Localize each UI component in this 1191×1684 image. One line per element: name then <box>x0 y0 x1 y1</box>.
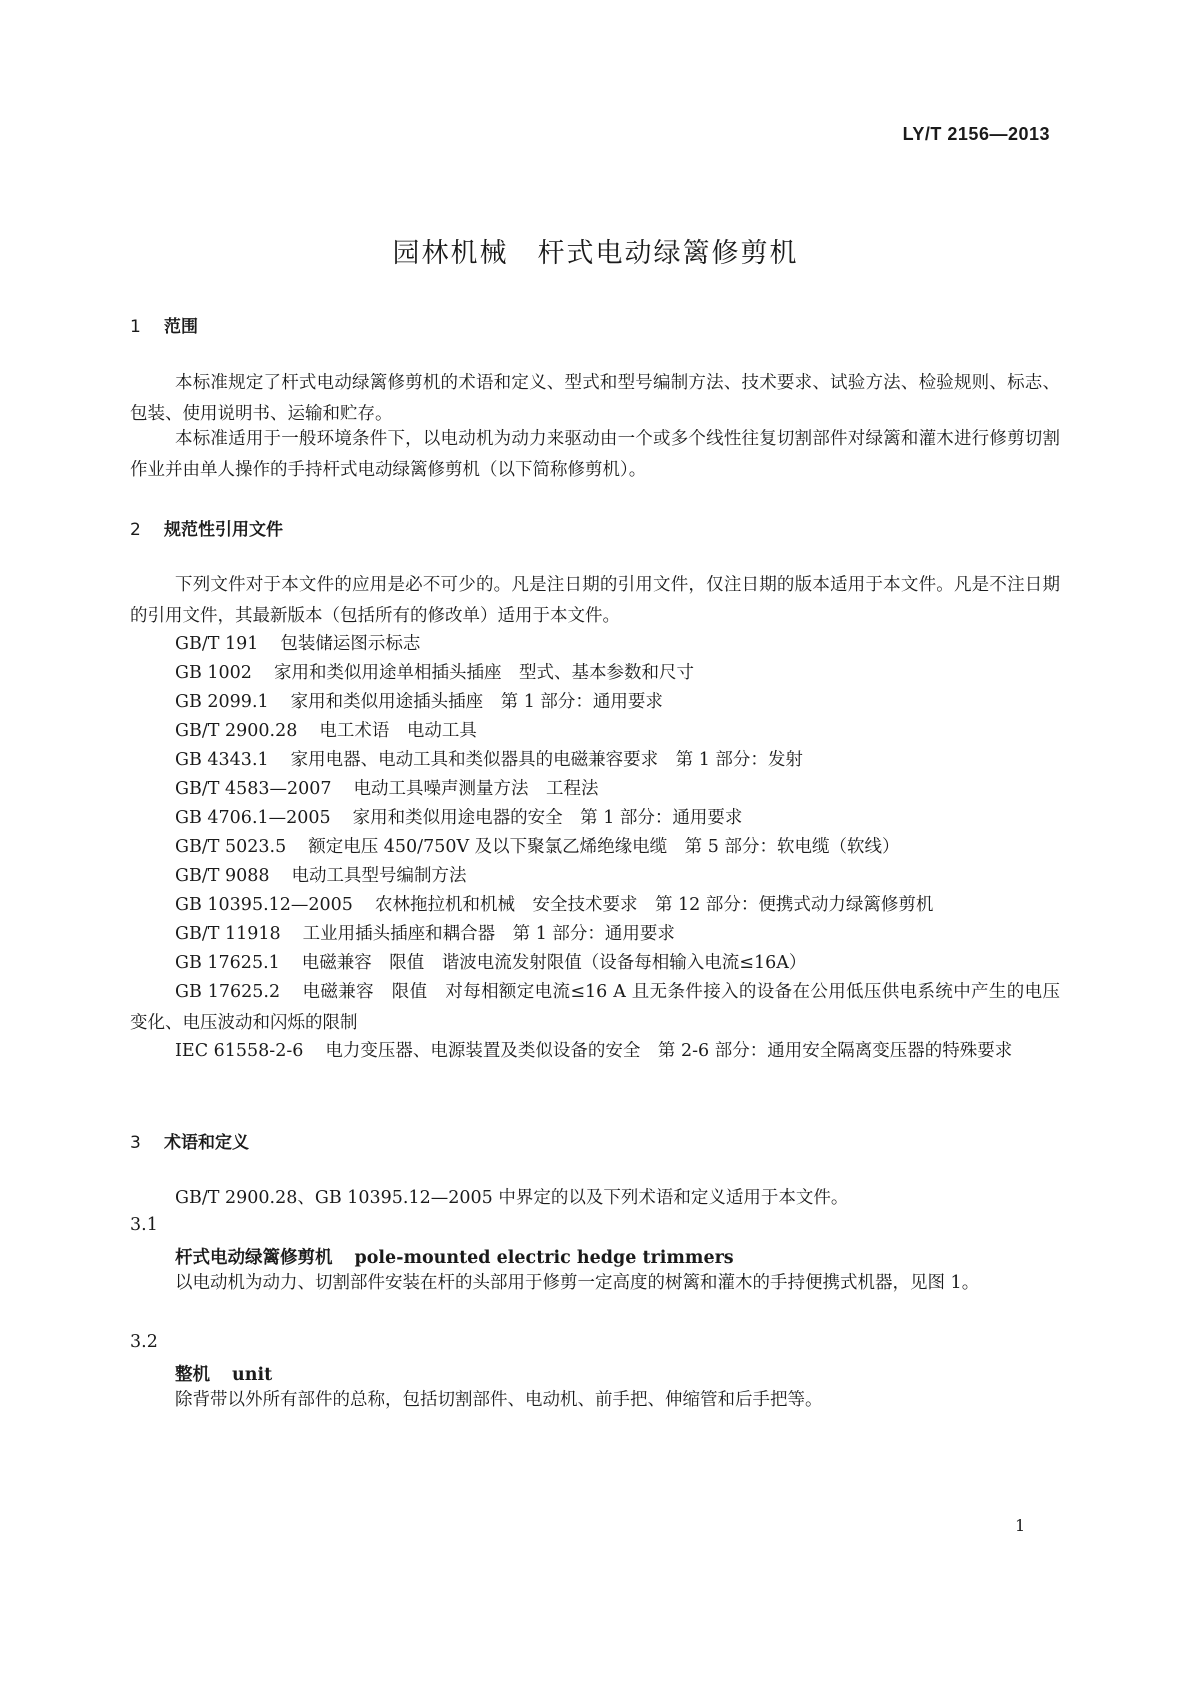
reference-code: GB 1002 <box>175 663 252 683</box>
reference-item <box>175 919 1060 950</box>
document-title: 园林机械 杆式电动绿篱修剪机 <box>392 238 799 269</box>
section-number: 1 <box>130 317 141 337</box>
reference-title: 额定电压 450/750V 及以下聚氯乙烯绝缘电缆 第 5 部分：软电缆（软线） <box>308 837 900 857</box>
term-heading <box>175 1244 734 1269</box>
reference-code: GB 2099.1 <box>175 692 269 712</box>
reference-title: 电动工具噪声测量方法 工程法 <box>353 779 599 799</box>
reference-item <box>175 745 1060 776</box>
reference-title: 电动工具型号编制方法 <box>291 866 467 886</box>
section-title: 术语和定义 <box>164 1133 249 1153</box>
reference-item <box>175 629 1060 660</box>
section-1-heading <box>130 312 198 337</box>
reference-title: 包装储运图示标志 <box>280 634 421 654</box>
term-definition: 除背带以外所有部件的总称，包括切割部件、电动机、前手把、伸缩管和后手把等。 <box>175 1390 823 1410</box>
reference-code: GB 17625.1 <box>175 953 280 973</box>
term-number: 3.2 <box>130 1332 158 1352</box>
reference-item <box>175 948 1060 979</box>
term-definition: 以电动机为动力、切割部件安装在杆的头部用于修剪一定高度的树篱和灌木的手持便携式机器，见图 1。 <box>175 1273 980 1293</box>
reference-item <box>175 890 1060 921</box>
term-heading <box>175 1361 272 1386</box>
reference-code: GB 17625.2 <box>175 982 281 1002</box>
reference-code: GB 10395.12—2005 <box>175 895 353 915</box>
reference-item <box>130 977 1060 1039</box>
paragraph: 本标准适用于一般环境条件下，以电动机为动力来驱动由一个或多个线性往复切割部件对绿篱和灌木进行修剪切割作业并由单人操作的手持杆式电动绿篱修剪机（以下简称修剪机）。 <box>130 429 1060 480</box>
reference-title: 电磁兼容 限值 对每相额定电流≤16 A 且无条件接入的设备在公用低压供电系统中产生的电压变化、电压波动和闪烁的限制 <box>130 982 1060 1033</box>
paragraph: GB/T 2900.28、GB 10395.12—2005 中界定的以及下列术语和定义适用于本文件。 <box>175 1188 849 1208</box>
reference-title: 电工术语 电动工具 <box>319 721 477 741</box>
reference-title: 家用电器、电动工具和类似器具的电磁兼容要求 第 1 部分：发射 <box>290 750 803 770</box>
section-number: 2 <box>130 520 141 540</box>
reference-title: 工业用插头插座和耦合器 第 1 部分：通用要求 <box>302 924 675 944</box>
reference-title: 家用和类似用途电器的安全 第 1 部分：通用要求 <box>352 808 743 828</box>
reference-code: GB/T 4583—2007 <box>175 779 332 799</box>
reference-title: 电力变压器、电源装置及类似设备的安全 第 2-6 部分：通用安全隔离变压器的特殊要求 <box>325 1041 1013 1061</box>
section-3-heading <box>130 1128 249 1153</box>
reference-item <box>175 658 1060 689</box>
page-number: 1 <box>1015 1516 1026 1535</box>
reference-item <box>175 803 1060 834</box>
reference-item <box>175 687 1060 718</box>
reference-code: GB 4706.1—2005 <box>175 808 331 828</box>
reference-item <box>175 774 1060 805</box>
reference-code: IEC 61558-2-6 <box>175 1041 304 1061</box>
standard-code: LY/T 2156—2013 <box>902 124 1050 144</box>
reference-item <box>130 1036 1060 1067</box>
term-english: unit <box>232 1365 273 1385</box>
paragraph: 本标准规定了杆式电动绿篱修剪机的术语和定义、型式和型号编制方法、技术要求、试验方法、检验规则、标志、包装、使用说明书、运输和贮存。 <box>130 373 1060 424</box>
term-chinese: 整机 <box>175 1365 210 1385</box>
reference-title: 家用和类似用途单相插头插座 型式、基本参数和尺寸 <box>273 663 694 683</box>
term-english: pole-mounted electric hedge trimmers <box>354 1248 734 1268</box>
reference-title: 电磁兼容 限值 谐波电流发射限值（设备每相输入电流≤16A） <box>301 953 807 973</box>
reference-title: 家用和类似用途插头插座 第 1 部分：通用要求 <box>290 692 663 712</box>
term-number: 3.1 <box>130 1215 158 1235</box>
reference-code: GB/T 5023.5 <box>175 837 287 857</box>
reference-code: GB/T 11918 <box>175 924 281 944</box>
reference-code: GB/T 191 <box>175 634 259 654</box>
section-title: 规范性引用文件 <box>164 520 283 540</box>
section-title: 范围 <box>164 317 198 337</box>
paragraph: 下列文件对于本文件的应用是必不可少的。凡是注日期的引用文件，仅注日期的版本适用于本文件。凡是不注日期的引用文件，其最新版本（包括所有的修改单）适用于本文件。 <box>130 575 1060 626</box>
reference-item <box>175 832 1060 863</box>
reference-title: 农林拖拉机和机械 安全技术要求 第 12 部分：便携式动力绿篱修剪机 <box>374 895 934 915</box>
section-number: 3 <box>130 1133 141 1153</box>
reference-item <box>175 716 1060 747</box>
term-chinese: 杆式电动绿篱修剪机 <box>175 1248 333 1268</box>
reference-code: GB/T 2900.28 <box>175 721 298 741</box>
section-2-heading <box>130 515 283 540</box>
reference-code: GB/T 9088 <box>175 866 270 886</box>
reference-item <box>175 861 1060 892</box>
reference-code: GB 4343.1 <box>175 750 269 770</box>
